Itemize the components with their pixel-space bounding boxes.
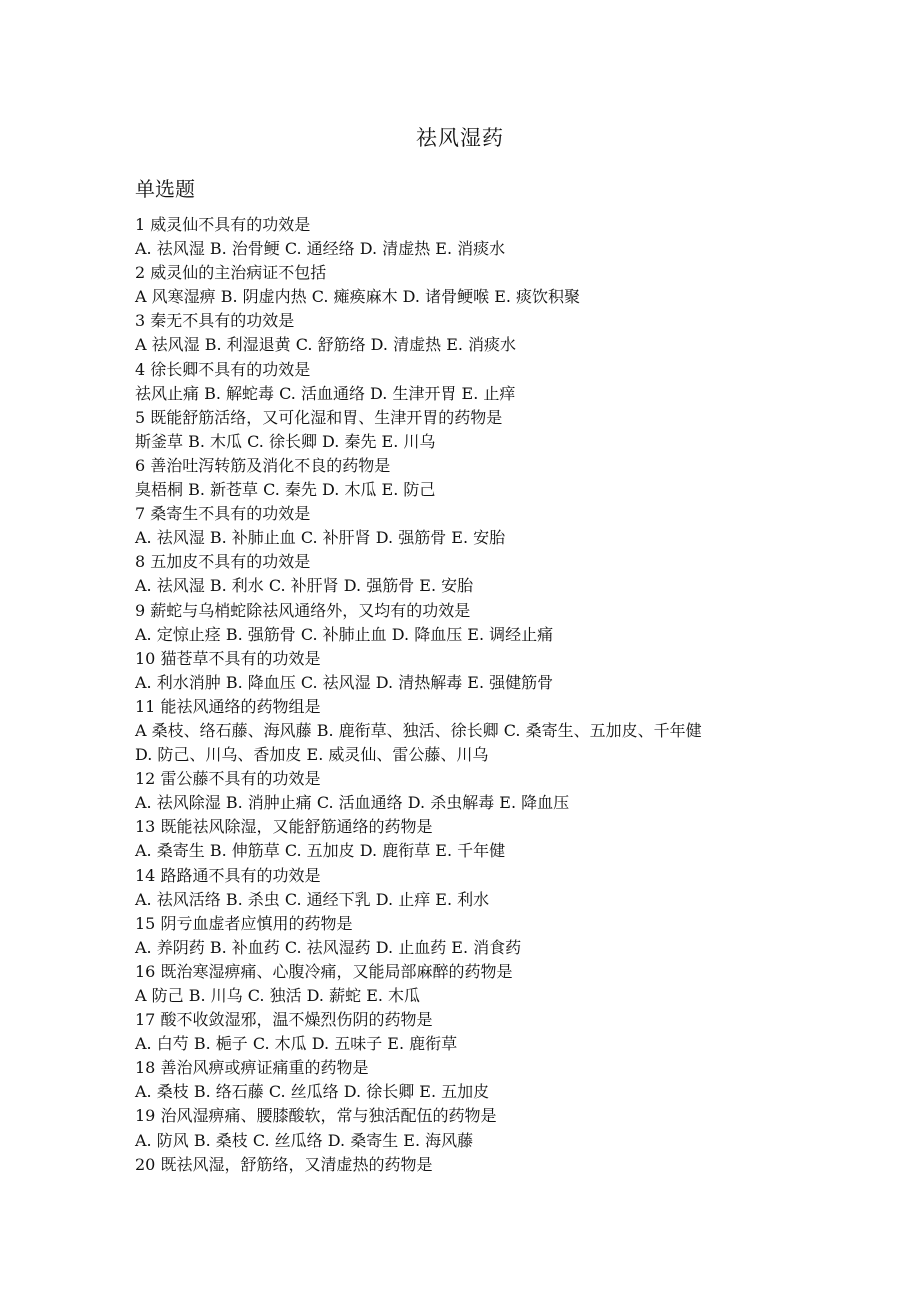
options-line: A 防己 B. 川乌 C. 独活 D. 薪蛇 E. 木瓜 [135,986,421,1005]
question-line: 5 既能舒筋活络，又可化湿和胃、生津开胃的药物是 [135,407,503,427]
options-line: A. 养阴药 B. 补血药 C. 祛风湿药 D. 止血药 E. 消食药 [135,937,522,957]
options-line: A 祛风湿 B. 利湿退黄 C. 舒筋络 D. 清虚热 E. 消痰水 [135,335,517,355]
options-line: A 桑枝、络石藤、海风藤 B. 鹿衔草、独活、徐长卿 C. 桑寄生、五加皮、千年健 [135,720,702,740]
document-title: 祛风湿药 [416,126,504,150]
question-line: 1 威灵仙不具有的功效是 [135,215,311,234]
question-line: 2 威灵仙的主治病证不包括 [135,263,327,283]
question-line: 11 能祛风通络的药物组是 [135,696,321,716]
question-line: 9 薪蛇与乌梢蛇除祛风通络外，又均有的功效是 [135,600,471,620]
question-line: 16 既治寒湿痹痛、心腹冷痛，又能局部麻醉的药物是 [135,961,513,981]
question-line: 3 秦无不具有的功效是 [135,311,295,331]
options-line: A. 利水消肿 B. 降血压 C. 祛风湿 D. 清热解毒 E. 强健筋骨 [135,672,554,692]
question-line: 18 善治风痹或痹证痛重的药物是 [135,1058,369,1078]
options-line: A. 桑枝 B. 络石藤 C. 丝瓜络 D. 徐长卿 E. 五加皮 [135,1082,490,1102]
question-list [135,213,795,1177]
options-line: A. 桑寄生 B. 伸筋草 C. 五加皮 D. 鹿衔草 E. 千年健 [135,841,506,861]
options-line: A. 定惊止痉 B. 强筋骨 C. 补肺止血 D. 降血压 E. 调经止痛 [135,624,554,644]
question-line: 4 徐长卿不具有的功效是 [135,359,311,379]
question-line: 14 路路通不具有的功效是 [135,865,321,885]
question-line: 7 桑寄生不具有的功效是 [135,504,311,524]
options-line: A. 祛风除湿 B. 消肿止痛 C. 活血通络 D. 杀虫解毒 E. 降血压 [135,793,570,813]
options-line: A. 祛风活络 B. 杀虫 C. 通经下乳 D. 止痒 E. 利水 [135,889,490,909]
section-heading: 单选题 [135,177,195,201]
options-line: A. 防风 B. 桑枝 C. 丝瓜络 D. 桑寄生 E. 海风藤 [135,1130,474,1150]
options-line: A. 祛风湿 B. 利水 C. 补肝肾 D. 强筋骨 E. 安胎 [135,576,474,596]
options-line: A. 祛风湿 B. 补肺止血 C. 补肝肾 D. 强筋骨 E. 安胎 [135,528,506,548]
options-line: A 风寒湿痹 B. 阴虚内热 C. 瘫痪麻木 D. 诸骨鲠喉 E. 痰饮积聚 [135,287,581,307]
question-line: 15 阴亏血虚者应慎用的药物是 [135,913,353,933]
question-line: 19 治风湿痹痛、腰膝酸软，常与独活配伍的药物是 [135,1106,497,1126]
question-line: 12 雷公藤不具有的功效是 [135,769,321,789]
question-line: 17 酸不收敛湿邪，温不燥烈伤阴的药物是 [135,1010,433,1030]
options-line: A. 祛风湿 B. 治骨鲠 C. 通经络 D. 清虚热 E. 消痰水 [135,239,506,259]
question-line: 20 既祛风湿，舒筋络，又清虚热的药物是 [135,1154,433,1174]
options-line: D. 防己、川乌、香加皮 E. 威灵仙、雷公藤、川乌 [135,745,489,765]
question-line: 6 善治吐泻转筋及消化不良的药物是 [135,455,391,475]
options-line: 斯釜草 B. 木瓜 C. 徐长卿 D. 秦先 E. 川乌 [135,431,436,451]
options-line: A. 白芍 B. 梔子 C. 木瓜 D. 五味子 E. 鹿衔草 [135,1034,458,1054]
question-line: 8 五加皮不具有的功效是 [135,552,311,572]
question-line: 10 猫苍草不具有的功效是 [135,648,321,668]
options-line: 祛风止痛 B. 解蛇毒 C. 活血通络 D. 生津开胃 E. 止痒 [135,383,516,403]
question-line: 13 既能祛风除湿，又能舒筋通络的药物是 [135,817,433,837]
options-line: 臭梧桐 B. 新苍草 C. 秦先 D. 木瓜 E. 防己 [135,480,436,500]
